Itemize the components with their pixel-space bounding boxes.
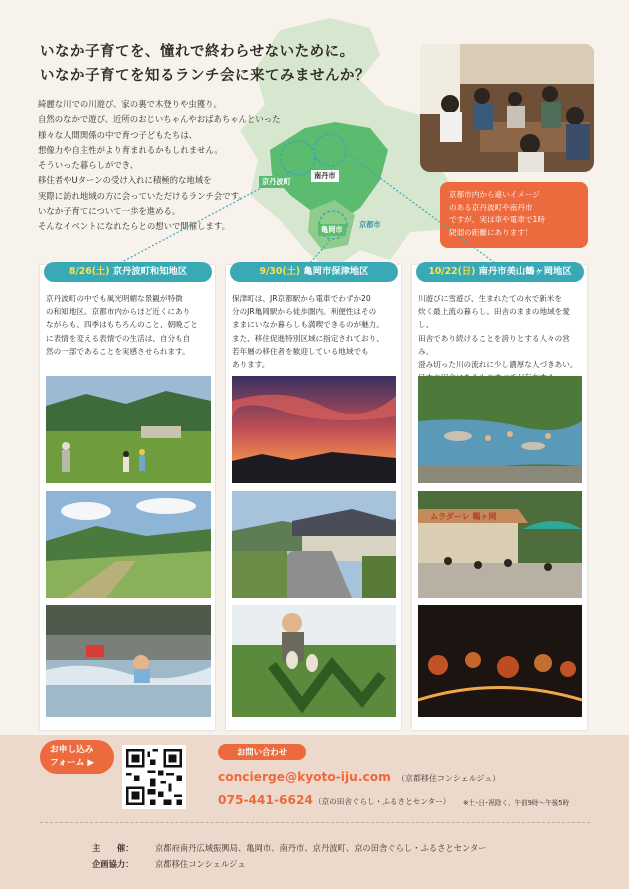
connector-lines [0, 0, 629, 300]
intro-line: そんなイベントになれたらとの想いで開催します。 [38, 221, 230, 232]
column-text-line: 然の一部であることを実感させられます。 [46, 346, 190, 356]
column-text-line: あります。 [232, 360, 270, 370]
column-area: 京丹波町和知地区 [112, 266, 188, 277]
organizer-host-label: 主 催： [92, 843, 134, 853]
column-text-line: 炊く最上流の暮らし。田舎のままの地域を愛し、 [418, 307, 570, 330]
column-text-line: 川遊びに雪遊び、生まれたての水で新米を [418, 294, 562, 303]
callout-line: のある京丹波町や南丹市 [449, 202, 533, 212]
connector-line-1 [120, 170, 295, 263]
stall-sign-text: ムラダーレ 鶴ヶ岡 [430, 512, 497, 521]
column-text-line: また、移住促進特別区域に指定されており、 [232, 333, 384, 343]
intro-line: 実際に訪れ地域の方に会っていただけるランチ会です。 [38, 190, 247, 201]
headline-line-2: いなか子育てを知るランチ会に来てみませんか？ [40, 68, 370, 84]
intro-line: 移住者やUターンの受け入れに積極的な地域を [38, 175, 212, 186]
column-header-wachi [44, 262, 212, 282]
column-date: 10/22 [428, 266, 458, 277]
map-label-kyotamba: 京丹波町 [259, 176, 294, 188]
photo-festival-stall [418, 491, 582, 598]
photo-village-road [232, 491, 396, 598]
column-text-line: の和知地区。京都市内からほど近くにあり [46, 307, 191, 317]
column-day: (土) [91, 266, 110, 277]
column-header-tsurugaoka [416, 262, 584, 282]
intro-line: 自然のなかで遊び、近所のおじいちゃんやおばあちゃんといった [38, 114, 281, 125]
contact-phone-link[interactable]: 075-441-6624 [218, 793, 313, 807]
column-day: (土) [282, 266, 301, 277]
column-text-line: 澄み切った川の流れに少し濃厚な人づきあい。 [418, 360, 578, 370]
contact-email-link[interactable]: concierge@kyoto-iju.com [218, 770, 391, 784]
apply-form-button[interactable] [40, 740, 114, 774]
column-text-hozu [232, 292, 398, 371]
callout-line: ですが、実は車や電車で1時 [449, 215, 545, 224]
column-day: (日) [457, 266, 476, 277]
footer-divider [40, 822, 590, 823]
headline-line-1: いなか子育てを、憧れで終わらせないために。 [40, 44, 355, 60]
organizer-coop: 京都移住コンシェルジュ [155, 859, 246, 869]
photo-farm-field [46, 376, 211, 483]
connector-line-3 [345, 152, 495, 263]
map-label-kyoto: 京都市 [359, 220, 381, 229]
callout-line: 間弱の距離にあります！ [449, 227, 533, 237]
column-text-line: 分のJR亀岡駅から徒歩圏内。利便性はその [232, 307, 377, 317]
intro-line: 綺麗な川での川遊び、家の裏で木登りや虫獲り。 [38, 99, 222, 109]
intro-line: 様々な人間関係の中で育つ子どもたちは、 [38, 129, 198, 140]
connector-line-2 [310, 240, 330, 263]
column-text-wachi [46, 292, 212, 358]
photo-terraced-valley [46, 491, 211, 598]
photo-river-play [418, 376, 582, 483]
column-text-line: 京丹波町の中でも風光明媚な景観が特徴 [46, 294, 183, 303]
intro-line: 想像力や自主性がより育まれるかもしれません。 [38, 144, 223, 155]
contact-phone-hours: ※土･日･祝除く、午前9時〜午後5時 [463, 799, 570, 807]
map-label-nantan: 南丹市 [311, 170, 339, 182]
column-area: 南丹市美山鶴ヶ岡地区 [478, 266, 572, 277]
column-date: 8/26 [68, 266, 92, 277]
column-area: 亀岡市保津地区 [303, 266, 369, 277]
photo-child-river [46, 605, 211, 717]
column-text-line: ながらも、四季はもちろんのこと、朝晩ごと [46, 320, 198, 330]
qr-code[interactable] [122, 745, 186, 809]
column-text-line: 田舎であり続けることを誇りとする人々の営み。 [418, 333, 570, 356]
apply-label-line-1: お申し込み [50, 745, 94, 755]
photo-night-fire [418, 605, 582, 717]
apply-label-line-2: フォーム ▶ [50, 758, 95, 768]
contact-email-note: （京都移住コンシェルジュ） [397, 774, 501, 783]
contact-label: お問い合わせ [218, 744, 306, 760]
column-header-hozu [230, 262, 398, 282]
column-text-line: に表情を変える表情での生活は、自分も自 [46, 333, 191, 343]
map-label-kameoka: 亀岡市 [318, 224, 346, 236]
callout-line: 京都市内から遠いイメージ [449, 190, 540, 199]
intro-line: いなか子育てについて一歩を進める。 [38, 206, 181, 217]
column-text-line: ままにいなか暮らしも満喫できるのが魅力。 [232, 320, 384, 330]
column-text-line: 保津町は、JR京都駅から電車でわずか20 [232, 294, 371, 303]
photo-sunset-sky [232, 376, 396, 483]
photo-harvest-child [232, 605, 396, 717]
column-date: 9/30 [259, 266, 283, 277]
organizer-host: 京都府南丹広域振興局、亀岡市、南丹市、京丹波町、京の田舎ぐらし・ふるさとセンター [155, 843, 487, 853]
intro-line: そういった暮らしができ、 [38, 160, 139, 171]
contact-phone-note: （京の田舎ぐらし・ふるさとセンター） [314, 797, 451, 806]
organizer-coop-label: 企画協力： [92, 859, 134, 869]
column-text-line: 若年層の移住者を歓迎している地域でも [232, 346, 369, 356]
